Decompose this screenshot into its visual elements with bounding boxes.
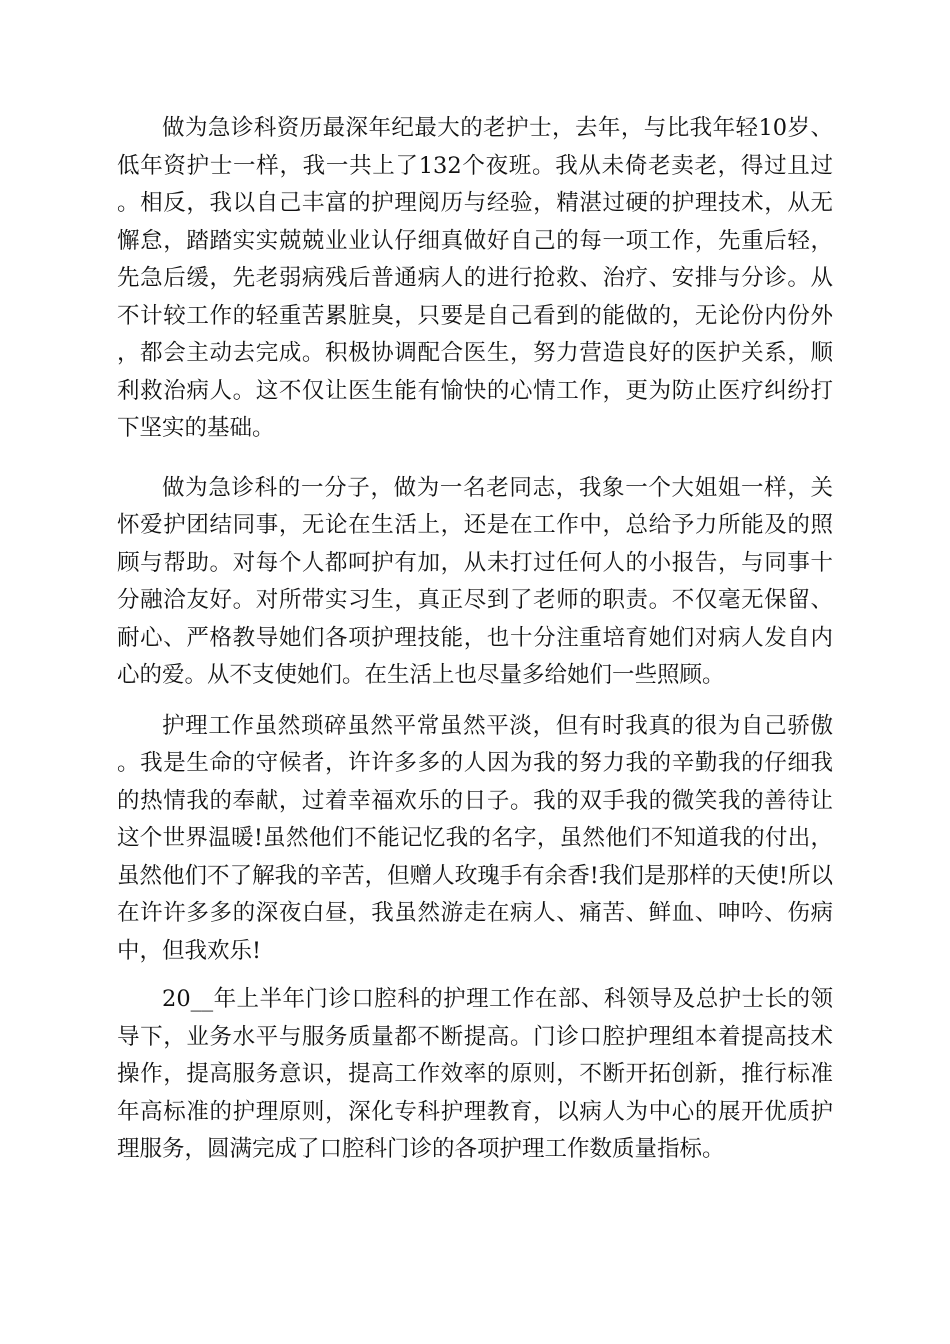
paragraph-dental-clinic-summary: 20__年上半年门诊口腔科的护理工作在部、科领导及总护士长的领导下，业务水平与服务质量都不断提高。门诊口腔护理组本着提高技术操作，提高服务意识，提高工作效率的原则，不断开拓创新，推行标准年高标准的护理原则，深化专科护理教育，以病人为中心的展开优质护理服务，圆满完成了口腔科门诊的各项护理工作数质量指标。 xyxy=(117,986,833,1162)
paragraph-emergency-nurse-work: 做为急诊科资历最深年纪最大的老护士，去年，与比我年轻10岁、低年资护士一样，我一共上了132个夜班。我从未倚老卖老，得过且过。相反，我以自己丰富的护理阅历与经验，精湛过硬的护理技术，从无懈怠，踏踏实实兢兢业业认仔细真做好自己的每一项工作，先重后轻，先急后缓，先老弱病残后普通病人的进行抢救、治疗、安排与分诊。从不计较工作的轻重苦累脏臭，只要是自己看到的能做的，无论份内份外，都会主动去完成。积极协调配合医生，努力营造良好的医护关系，顺利救治病人。这不仅让医生能有愉快的心情工作，更为防止医疗纠纷打下坚实的基础。 xyxy=(117,115,833,441)
document-body xyxy=(117,110,833,1169)
paragraph-colleague-care: 做为急诊科的一分子，做为一名老同志，我象一个大姐姐一样，关怀爱护团结同事，无论在生活上，还是在工作中，总给予力所能及的照顾与帮助。对每个人都呵护有加，从未打过任何人的小报告，与同事十分融洽友好。对所带实习生，真正尽到了老师的职责。不仅毫无保留、耐心、严格教导她们各项护理技能，也十分注重培育她们对病人发自内心的爱。从不支使她们。在生活上也尽量多给她们一些照顾。 xyxy=(117,474,833,688)
paragraph-nursing-pride: 护理工作虽然琐碎虽然平常虽然平淡，但有时我真的很为自己骄傲。我是生命的守候者，许许多多的人因为我的努力我的辛勤我的仔细我的热情我的奉献，过着幸福欢乐的日子。我的双手我的微笑我的善待让这个世界温暖!虽然他们不能记忆我的名字，虽然他们不知道我的付出，虽然他们不了解我的辛苦，但赠人玫瑰手有余香!我们是那样的天使!所以在许许多多的深夜白昼，我虽然游走在病人、痛苦、鲜血、呻吟、伤病中，但我欢乐! xyxy=(117,712,833,964)
